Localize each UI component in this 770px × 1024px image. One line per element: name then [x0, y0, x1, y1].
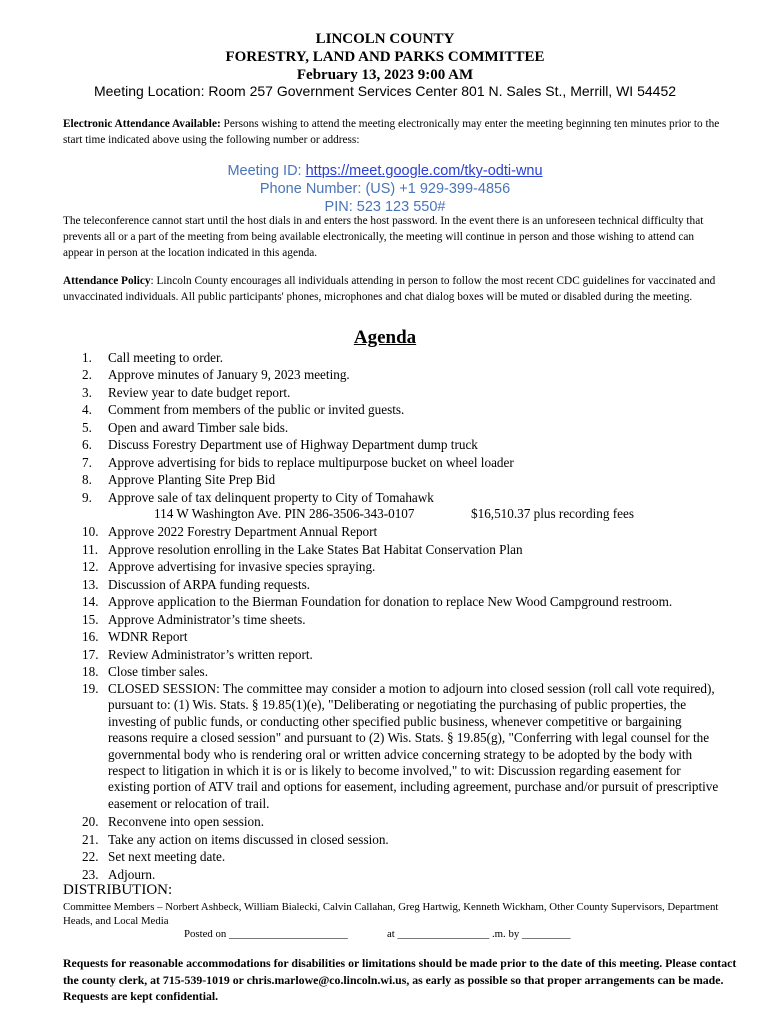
agenda-item-16 — [82, 628, 187, 646]
agenda-item-number: 23. — [82, 866, 99, 882]
agenda-item-text: Discuss Forestry Department use of Highway Department dump truck — [108, 437, 478, 452]
agenda-item-number: 1. — [82, 350, 92, 365]
agenda-item-text: Take any action on items discussed in closed session. — [108, 831, 389, 847]
agenda-item-number: 8. — [82, 472, 92, 487]
attendance-policy-text: : Lincoln County encourages all individuals attending in person to follow the most recent CDC guidelines for vaccinated and unvaccinated individuals. All public participants' phones, microphones and chat dialog boxes will be muted or disabled during the meeting. — [63, 275, 716, 303]
agenda-item-text: Comment from members of the public or invited guests. — [108, 402, 405, 417]
agenda-item-text: Approve Planting Site Prep Bid — [108, 472, 276, 487]
agenda-item-text: Set next meeting date. — [108, 849, 226, 864]
agenda-item-number: 16. — [82, 629, 99, 644]
agenda-item-22 — [82, 848, 225, 866]
agenda-item-text: WDNR Report — [108, 629, 188, 644]
agenda-item-23 — [82, 866, 155, 884]
agenda-item-text: Approve sale of tax delinquent property to City of Tomahawk — [108, 490, 434, 505]
agenda-item-text: Call meeting to order. — [108, 350, 223, 365]
attendance-policy-label: Attendance Policy — [63, 275, 151, 287]
agenda-item-15 — [82, 611, 306, 629]
agenda-item-number: 6. — [82, 437, 92, 452]
agenda-item-text: Approve advertising for invasive species spraying. — [108, 559, 376, 574]
agenda-item-text: Adjourn. — [108, 866, 156, 882]
agenda-item-number: 9. — [82, 490, 92, 505]
agenda-item-number: 18. — [82, 664, 99, 679]
agenda-item-number: 2. — [82, 367, 92, 382]
agenda-item-number: 3. — [82, 385, 92, 400]
agenda-item-number: 11. — [82, 541, 98, 557]
agenda-item-number: 7. — [82, 455, 92, 470]
agenda-item-number: 13. — [82, 576, 99, 592]
distribution-text: Committee Members – Norbert Ashbeck, William Bialecki, Calvin Callahan, Greg Hartwig, Kenneth Wickham, Other County Supervisors, Department Heads, and Local Media — [63, 901, 719, 927]
agenda-item-text: Approve 2022 Forestry Department Annual Report — [108, 524, 378, 539]
agenda-item-text: Reconvene into open session. — [108, 814, 265, 829]
agenda-title: Agenda — [353, 327, 417, 348]
meeting-id-label: Meeting ID: — [227, 163, 306, 179]
agenda-item-number: 17. — [82, 646, 99, 662]
agenda-item-13 — [82, 576, 310, 594]
agenda-item-number: 5. — [82, 420, 92, 435]
agenda-item-20 — [82, 813, 264, 831]
distribution-title: DISTRIBUTION: — [63, 882, 173, 898]
agenda-item-text: Open and award Timber sale bids. — [108, 420, 289, 435]
posted-on: Posted on ______________________ — [184, 928, 348, 940]
agenda-item-number: 22. — [82, 849, 99, 864]
meeting-link[interactable]: https://meet.google.com/tky-odti-wnu — [305, 163, 543, 179]
agenda-item-7 — [82, 454, 514, 472]
posted-at: at _________________ .m. by _________ — [387, 928, 571, 940]
agenda-item-12 — [82, 558, 375, 576]
agenda-item-text: Approve resolution enrolling in the Lake States Bat Habitat Conservation Plan — [108, 541, 523, 557]
meeting-pin: PIN: 523 123 550# — [324, 199, 446, 215]
agenda-item-10 — [82, 523, 377, 541]
agenda-item-2 — [82, 366, 350, 384]
agenda-item-text: CLOSED SESSION: The committee may consider a motion to adjourn into closed session (roll call vote required), pursuant to: (1) Wis. Stats. § 19.85(1)(e), "Deliberating or negotiating the purchasing of public properties, the investing of public funds, or conducting other specified public business, whenever competitive or bargaining reasons require a closed session" and pursuant to (2) Wis. Stats. § 19.85(g), "Conferring with legal counsel for the governmental body who is rendering oral or written advice concerning strategy to be adopted by the body with respect to litigation in which it is or is likely to become involved," to wit: Discussion regarding easement for existing portion of ATV trail and options for easement, including agreement, purchase and/or pursuit of prescriptive easement or relocation of trail. — [108, 681, 719, 811]
meeting-location: Meeting Location: Room 257 Government Services Center 801 N. Sales St., Merrill, WI 54452 — [93, 83, 677, 99]
agenda-item-3 — [82, 384, 290, 402]
agenda-item-number: 19. — [82, 681, 99, 696]
agenda-item-number: 20. — [82, 814, 99, 829]
agenda-item-text: Approve application to the Bierman Foundation for donation to replace New Wood Campground restroom. — [108, 594, 673, 609]
attendance-policy-paragraph — [63, 273, 723, 305]
agenda-item-18 — [82, 663, 208, 681]
agenda-item-number: 4. — [82, 402, 92, 417]
agenda-item-6 — [82, 436, 478, 454]
meeting-date: February 13, 2023 9:00 AM — [296, 67, 474, 83]
accommodation-requests: Requests for reasonable accommodations for disabilities or limitations should be made prior to the date of this meeting. Please contact the county clerk, at 715-539-1019 or chris.marlowe@co.lincoln.wi.us, as early as possible so that proper arrangements can be made. Requests are kept confidential. — [63, 956, 737, 1003]
agenda-item-number: 14. — [82, 594, 99, 609]
meeting-id-line — [0, 162, 770, 181]
agenda-item-text: Review year to date budget report. — [108, 385, 291, 400]
agenda-item-text: Discussion of ARPA funding requests. — [108, 576, 311, 592]
electronic-attendance-label: Electronic Attendance Available: — [63, 118, 221, 130]
agenda-item-4 — [82, 401, 404, 419]
agenda-item-5 — [82, 419, 288, 437]
agenda-item-21 — [82, 831, 389, 849]
agenda-item-text: Approve Administrator’s time sheets. — [108, 611, 306, 627]
agenda-item-number: 15. — [82, 611, 99, 627]
agenda-item-1 — [82, 349, 223, 367]
committee-heading: FORESTRY, LAND AND PARKS COMMITTEE — [225, 49, 545, 65]
electronic-attendance-paragraph — [63, 116, 723, 148]
county-heading: LINCOLN COUNTY — [315, 31, 455, 47]
agenda-item-text: Approve minutes of January 9, 2023 meeting. — [108, 367, 350, 382]
agenda-item-text: Review Administrator’s written report. — [108, 646, 313, 662]
agenda-item-11 — [82, 541, 523, 559]
teleconference-paragraph: The teleconference cannot start until the host dials in and enters the host password. In the event there is an unforeseen technical difficulty that prevents all or a part of the meeting from being available electronically, the meeting will continue in person and those wishing to attend can appear in person at the location indicated in this agenda. — [63, 215, 704, 259]
item9-price: $16,510.37 plus recording fees — [471, 506, 634, 521]
agenda-item-17 — [82, 646, 313, 664]
agenda-item-number: 21. — [82, 831, 99, 847]
agenda-item-text: Approve advertising for bids to replace multipurpose bucket on wheel loader — [108, 455, 514, 470]
agenda-item-number: 10. — [82, 524, 99, 539]
electronic-attendance-text: Persons wishing to attend the meeting electronically may enter the meeting beginning ten minutes prior to the start time indicated above using the following number or address: — [63, 118, 720, 146]
item9-address: 114 W Washington Ave. PIN 286-3506-343-0107 — [154, 506, 415, 521]
phone-number: Phone Number: (US) +1 929-399-4856 — [259, 181, 511, 197]
agenda-item-8 — [82, 471, 275, 489]
agenda-item-9 — [82, 489, 434, 507]
agenda-item-number: 12. — [82, 559, 99, 574]
agenda-item-text: Close timber sales. — [108, 664, 208, 679]
agenda-item-14 — [82, 593, 672, 611]
